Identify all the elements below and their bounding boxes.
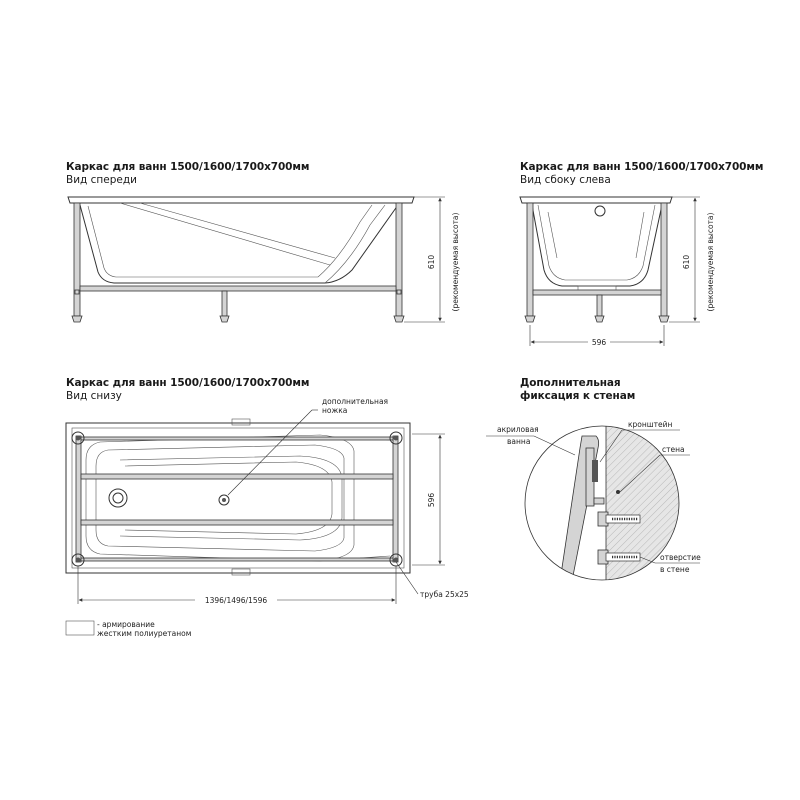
side-width-dim: 596 — [591, 338, 607, 347]
front-view — [68, 197, 460, 322]
front-height-note: (рекомендуемая высота) — [451, 212, 460, 312]
hole-label-line1: отверстие — [660, 553, 701, 562]
front-view-title: Каркас для ванн 1500/1600/1700х700мм — [66, 161, 310, 173]
bottom-view-subtitle: Вид снизу — [66, 390, 122, 402]
bracket-label: кронштейн — [628, 420, 673, 429]
side-height-dim: 610 — [682, 254, 691, 270]
side-view-title: Каркас для ванн 1500/1600/1700х700мм — [520, 161, 764, 173]
bottom-view — [66, 397, 469, 605]
hole-label-line2: в стене — [660, 565, 690, 574]
legend — [66, 620, 191, 638]
side-height-note: (рекомендуемая высота) — [706, 212, 715, 312]
extra-leg-label-line2: ножка — [322, 406, 348, 415]
side-view-subtitle: Вид сбоку слева — [520, 174, 611, 186]
bottom-width-dim: 596 — [427, 492, 436, 508]
detail-title-line2: фиксация к стенам — [520, 390, 636, 402]
legend-line2: жестким полиуретаном — [97, 629, 192, 638]
bottom-length-dim: 1396/1496/1596 — [204, 596, 268, 605]
detail-title-line1: Дополнительная — [520, 377, 621, 389]
acrylic-label-line2: ванна — [507, 437, 531, 446]
front-height-dim: 610 — [427, 254, 436, 270]
acrylic-label-line1: акриловая — [497, 425, 539, 434]
side-view — [520, 197, 715, 347]
front-view-subtitle: Вид спереди — [66, 174, 137, 186]
legend-line1: - армирование — [97, 620, 155, 629]
detail-view — [486, 420, 701, 581]
tube-label: труба 25x25 — [420, 590, 469, 599]
reinforcement-swatch — [66, 621, 94, 635]
bottom-view-title: Каркас для ванн 1500/1600/1700х700мм — [66, 377, 310, 389]
wall-label: стена — [662, 445, 685, 454]
extra-leg-label-line1: дополнительная — [322, 397, 389, 406]
